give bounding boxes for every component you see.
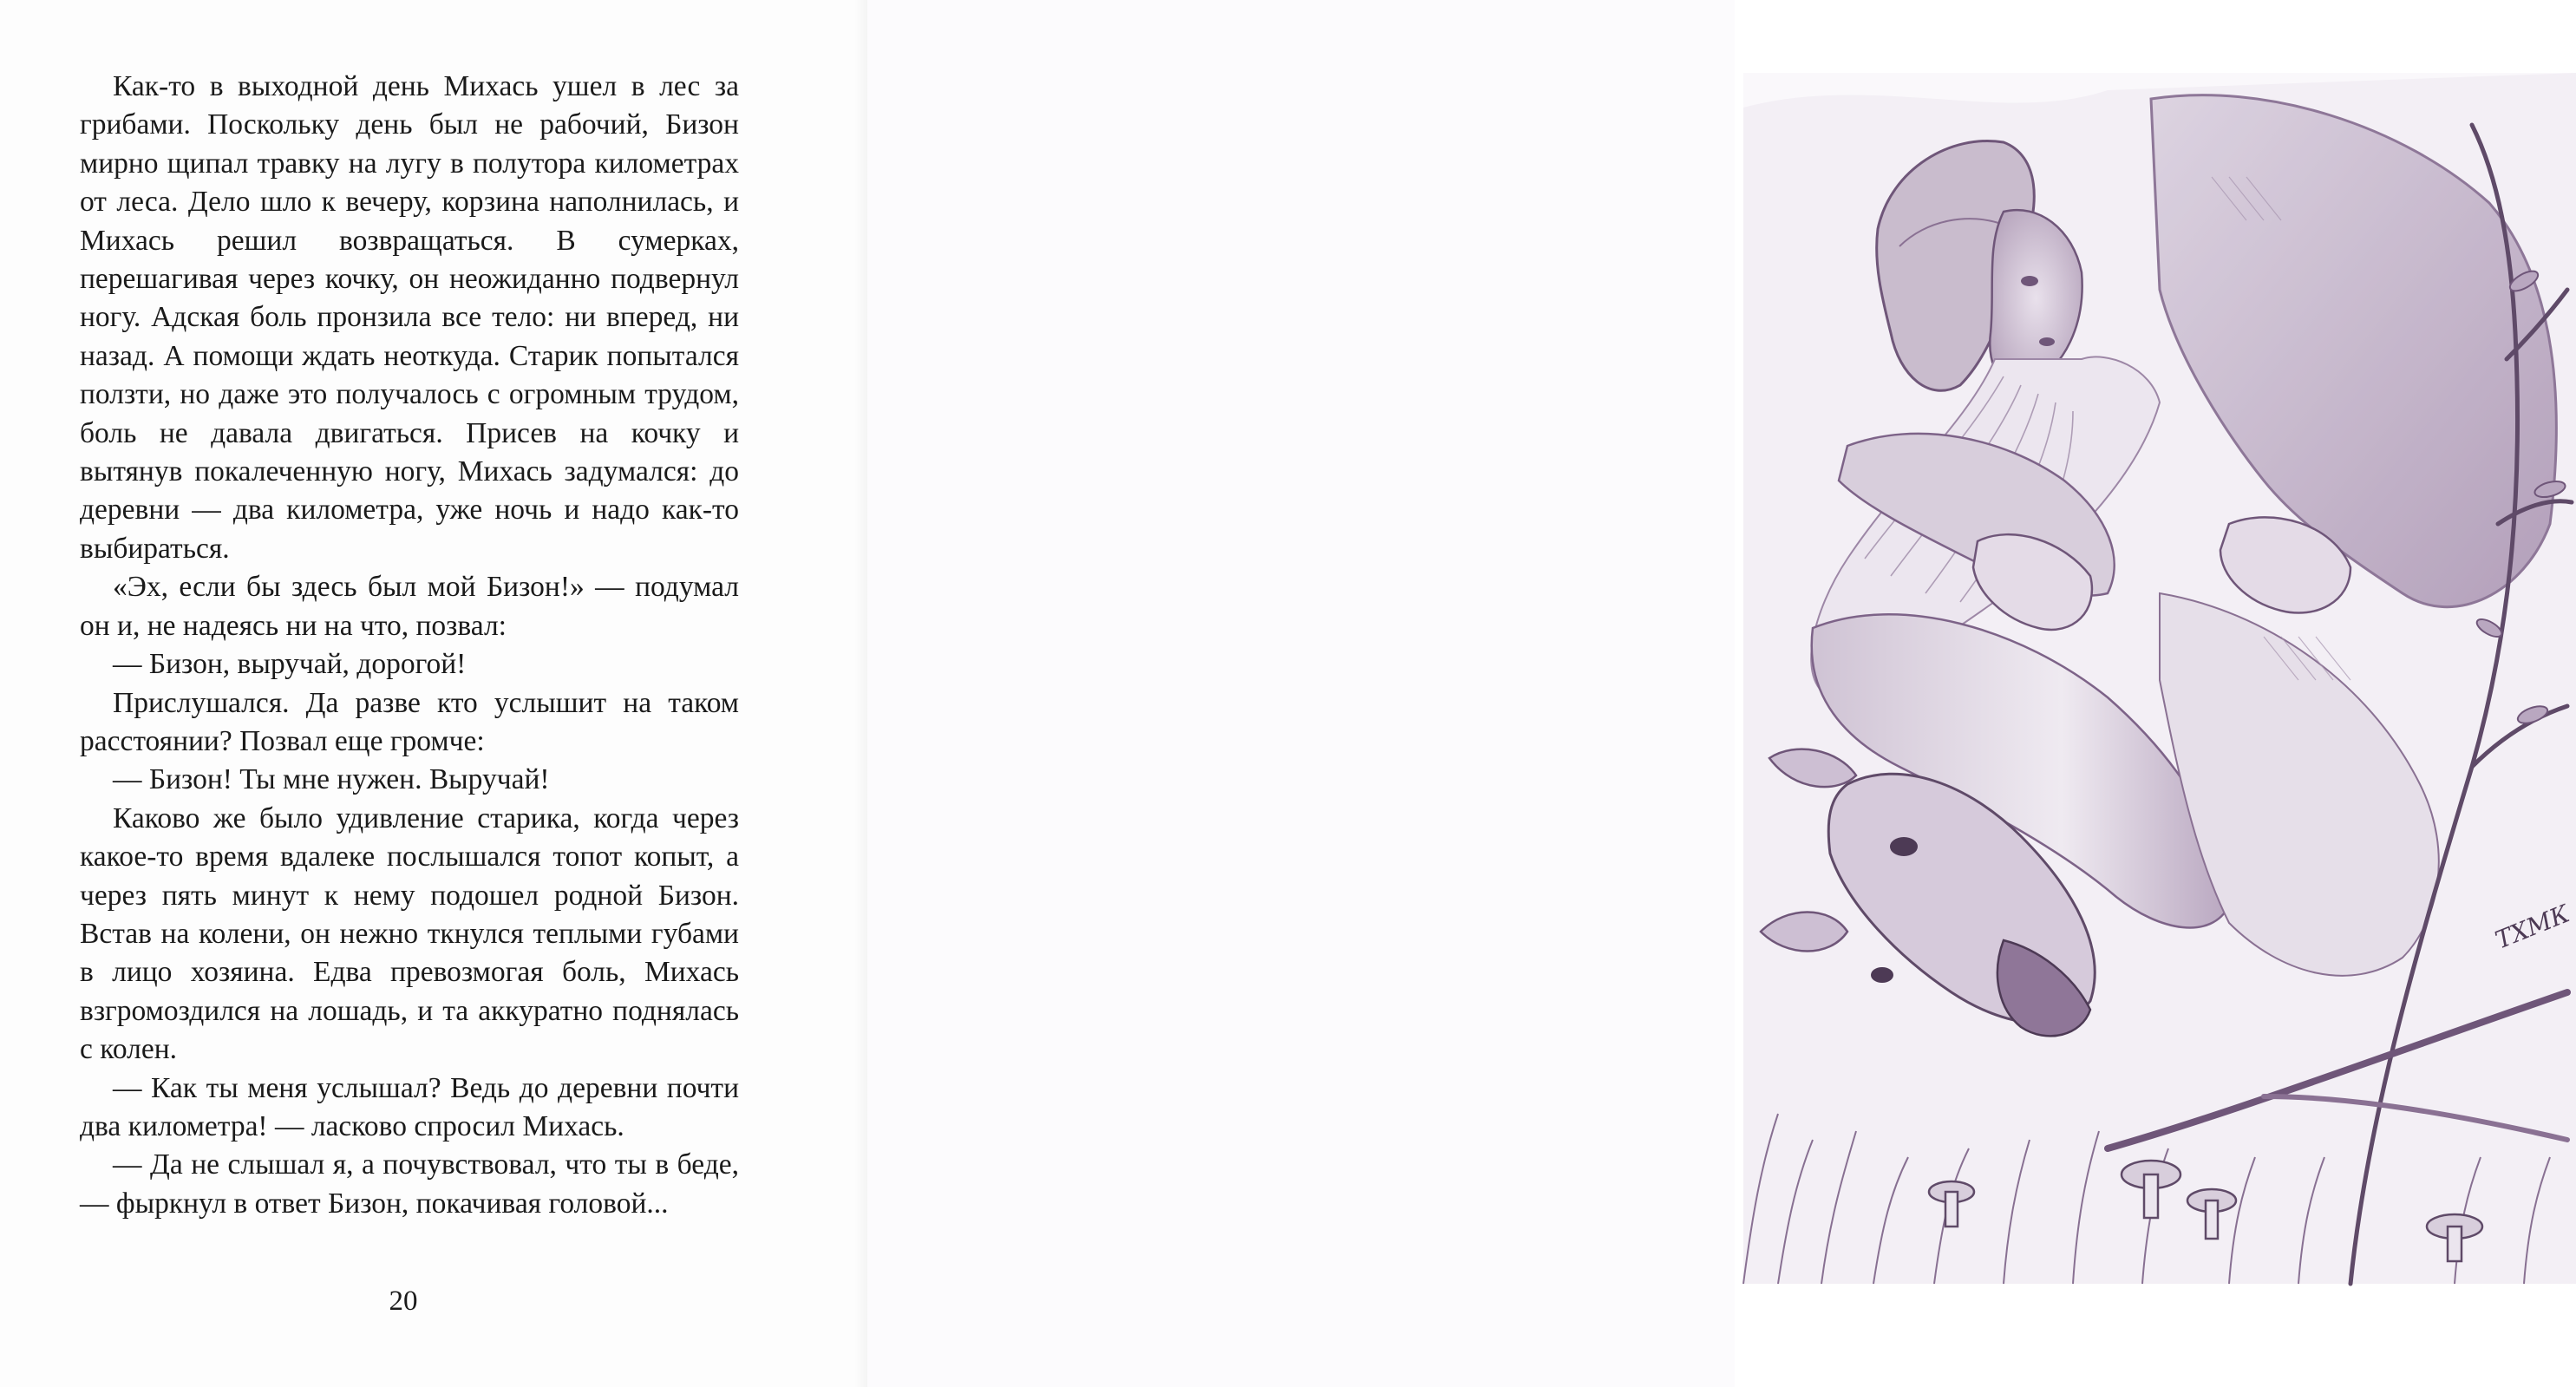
paragraph: Каково же было удивление старика, когда через какое-то время вдалеке послышался топот копыт, а через пять минут к нему подошел родной Бизон. Встав на колени, он нежно ткнулся теплыми губами в лицо хозяина. Едва превозмогая боль, Михась взгромоздился на лошадь, и та аккуратно поднялась с колен. — [80, 801, 739, 1066]
artist-signature: ТХМК — [2491, 899, 2574, 955]
paragraph: «Эх, если бы здесь был мой Бизон!» — подумал он и, не надеясь ни на что, позвал: — [80, 571, 739, 642]
paragraph: — Бизон, выручай, дорогой! — [113, 648, 467, 681]
paragraph: — Как ты меня услышал? Ведь до деревни почти два километра! — ласково спросил Михась. — [80, 1071, 739, 1142]
page-number: 20 — [389, 1286, 418, 1317]
left-page — [0, 0, 867, 1387]
paragraph: Как-то в выходной день Михась ушел в лес за грибами. Поскольку день был не рабочий, Бизон мирно щипал травку на лугу в полутора километрах от леса. Дело шло к вечеру, корзина наполнилась, и Михась решил возвращаться. В сумерках, перешагивая через кочку, он неожиданно подвернул ногу. Адская боль пронзила все тело: ни вперед, ни назад. А помощи ждать неоткуда. Старик попытался ползти, но даже это получалось с огромным трудом, боль не давала двигаться. Присев на кочку и вытянув покалеченную ногу, Михась задумался: до деревни — два километра, уже ночь и надо как-то выбираться. — [80, 70, 739, 565]
paragraph: Прислушался. Да разве кто услышит на таком расстоянии? Позвал еще громче: — [80, 686, 739, 757]
story-text — [80, 68, 739, 1223]
paragraph: — Бизон! Ты мне нужен. Выручай! — [113, 763, 550, 796]
paragraph: — Да не слышал я, а почувствовал, что ты в беде, — фыркнул в ответ Бизон, покачивая головой... — [80, 1148, 739, 1220]
illustration-drawing — [1743, 73, 2576, 1284]
illustration-old-man-and-horse — [1743, 73, 2576, 1284]
right-page — [867, 0, 2574, 1387]
